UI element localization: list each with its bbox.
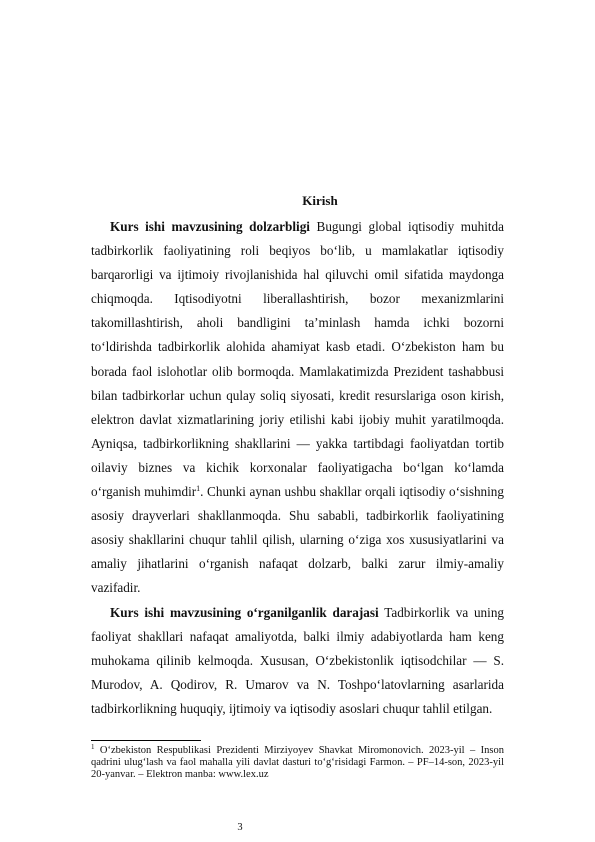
body-text (91, 215, 504, 721)
paragraph-relevance (91, 215, 504, 601)
paragraph-text: . Chunki aynan ushbu shakllar orqali iqtisodiy o‘sishning asosiy drayverlari shakllanmoqda. Shu sababli, tadbirkorlik faoliyatining asosiy shakllarini chuqur tahlil qilish, ularning o‘ziga xos xususiyatlarini va amaliy jihatlarini o‘rganish nafaqat dolzarb, balki zarur ilmiy-amaliy vazifadir. (91, 484, 504, 596)
section-heading: Kirish (302, 193, 338, 208)
footnote-reference[interactable]: 1 (196, 484, 201, 494)
footnote-text: O‘zbekiston Respublikasi Prezidenti Mirziyoyev Shavkat Miromonovich. 2023-yil – Inson qadrini ulug‘lash va faol mahalla yili davlat dasturi to‘g‘risidagi Farmon. – PF–14-son, 2023-yil 20-yanvar. – Elektron manba: www.lex.uz (91, 745, 504, 780)
paragraph-study-level (91, 601, 504, 721)
footnote-mark: 1 (91, 743, 95, 751)
footnote-separator (91, 740, 201, 741)
footnote (91, 745, 504, 781)
paragraph-lead: Kurs ishi mavzusining dolzarbligi (110, 219, 310, 234)
paragraph-lead: Kurs ishi mavzusining o‘rganilganlik darajasi (110, 604, 379, 620)
paragraph-text: Bugungi global iqtisodiy muhitda tadbirkorlik faoliyatining roli beqiyos bo‘lib, u mamlakatlar iqtisodiy barqarorligi va ijtimoiy rivojlanishida hal qiluvchi omil sifatida maydonga chiqmoqda. Iqtisodiyotni liberallashtirish, bozor mexanizmlarini takomillashtirish, aholi bandligini ta’minlash hamda ichki bozorni to‘ldirishda tadbirkorlik alohida ahamiyat kasb etadi. O‘zbekiston ham bu borada faol islohotlar olib bormoqda. Mamlakatimizda Prezident tashabbusi bilan tadbirkorlar uchun qulay soliq siyosati, kredit resurslariga oson kirish, elektron davlat xizmatlarining joriy etilishi kabi ijobiy muhit yaratilmoqda. Ayniqsa, tadbirkorlikning shakllarini — yakka tartibdagi faoliyatdan tortib oilaviy biznes va kichik korxonalar faoliyatigacha bo‘lgan ko‘lamda o‘rganish muhimdir (91, 219, 504, 500)
page-number: 3 (237, 822, 243, 833)
paragraph-text: Tadbirkorlik va uning faoliyat shakllari nafaqat amaliyotda, balki ilmiy adabiyotlarda ham keng muhokama qilinib kelmoqda. Xususan, O‘zbekistonlik iqtisodchilar — S. Murodov, A. Qodirov, R. Umarov va N. Toshpo‘latovlarning asarlarida tadbirkorlikning huquqiy, ijtimoiy va iqtisodiy asoslari chuqur tahlil etilgan. (91, 604, 505, 716)
